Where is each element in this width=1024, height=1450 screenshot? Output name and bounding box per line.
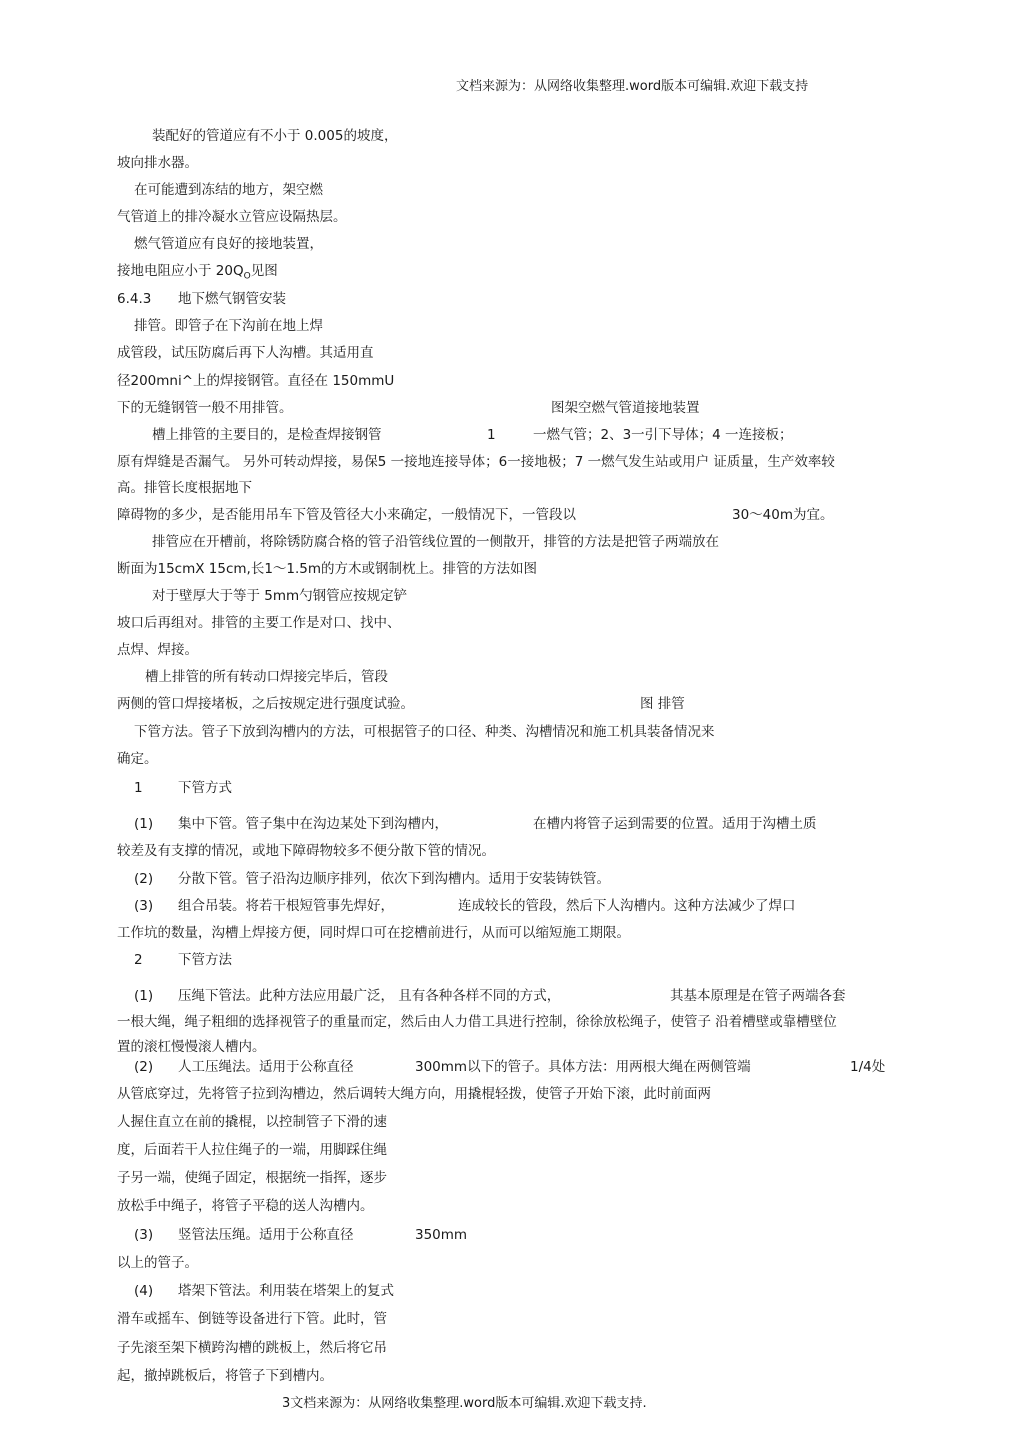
text-line: 在可能遭到冻结的地方，架空燃: [134, 182, 323, 198]
text-line: [117, 265, 278, 282]
text-fragment: 接地电阻应小于 20Q: [117, 263, 244, 279]
text-line: 断面为15cmX 15cm,长1～1.5m的方木或钢制枕上。排管的方法如图: [117, 561, 538, 577]
text-line: 原有焊缝是否漏气。 另外可转动焊接，易保5 一接地连接导体；6一接地极；7 一燃气发生站或用户 证质量，生产效率较: [117, 454, 835, 470]
text-line: 对于壁厚大于等于 5mm勺钢管应按规定铲: [152, 588, 408, 604]
text-fragment: 竖管法压绳。适用于公称直径: [178, 1227, 354, 1243]
text-line: 滑车或摇车、倒链等设备进行下管。此时，管: [117, 1311, 387, 1327]
text-line: 障碍物的多少，是否能用吊车下管及管径大小来确定，一般情况下，一管段以: [117, 507, 576, 523]
item-number: (2): [134, 871, 154, 887]
item-number: (1): [134, 816, 154, 832]
subsection-title: 下管方式: [178, 780, 232, 796]
text-line: 以上的管子。: [117, 1255, 198, 1271]
section-title: 地下燃气钢管安装: [178, 291, 286, 307]
text-line: 人握住直立在前的撬棍，以控制管子下滑的速: [117, 1114, 387, 1130]
text-fragment: 见图: [250, 263, 278, 279]
text-line: 气管道上的排冷凝水立管应设隔热层。: [117, 209, 347, 225]
text-line: 坡向排水器。: [117, 155, 198, 171]
text-line: 子另一端，使绳子固定，根据统一指挥，逐步: [117, 1170, 387, 1186]
text-line: 排管应在开槽前，将除锈防腐合格的管子沿管线位置的一侧散开，排管的方法是把管子两端放在: [152, 534, 719, 550]
text-line: 排管。即管子在下沟前在地上焊: [134, 318, 323, 334]
text-line: 成管段，试压防腐后再下人沟槽。其适用直: [117, 345, 374, 361]
text-line: 放松手中绳子，将管子平稳的送人沟槽内。: [117, 1198, 374, 1214]
text-fragment: 其基本原理是在管子两端各套: [670, 988, 846, 1004]
legend-number: 1: [487, 427, 496, 443]
text-line: 起，撤掉跳板后，将管子下到槽内。: [117, 1368, 333, 1384]
text-fragment: 1/4处: [850, 1059, 886, 1075]
item-number: (3): [134, 1227, 154, 1243]
subsection-title: 下管方法: [178, 952, 232, 968]
text-fragment: 30～40m为宜。: [732, 507, 834, 523]
figure-legend: 一燃气管；2、3一引下导体；4 一连接板；: [533, 427, 793, 443]
figure-caption: 图 排管: [640, 696, 685, 712]
text-line: 较差及有支撑的情况，或地下障碍物较多不便分散下管的情况。: [117, 843, 495, 859]
text-line: 工作坑的数量，沟槽上焊接方便，同时焊口可在挖槽前进行，从而可以缩短施工期限。: [117, 925, 630, 941]
text-fragment: 组合吊装。将若干根短管事先焊好，: [178, 898, 394, 914]
text-fragment: 350mm: [415, 1227, 468, 1243]
item-number: (1): [134, 988, 154, 1004]
text-line: 子先滚至架下横跨沟槽的跳板上，然后将它吊: [117, 1340, 387, 1356]
text-line: 置的滚杠慢慢滚人槽内。: [117, 1039, 266, 1055]
text-line: 从管底穿过，先将管子拉到沟槽边，然后调转大绳方向，用撬棍轻拨，使管子开始下滚，此时前面两: [117, 1086, 711, 1102]
text-fragment: 压绳下管法。此种方法应用最广泛， 且有各种各样不同的方式，: [178, 988, 561, 1004]
section-number: 6.4.3: [117, 291, 152, 307]
text-fragment: 300mm以下的管子。具体方法：用两根大绳在两侧管端: [415, 1059, 751, 1075]
subscript: O: [243, 271, 251, 282]
item-number: (4): [134, 1283, 154, 1299]
text-line: 两侧的管口焊接堵板，之后按规定进行强度试验。: [117, 696, 414, 712]
text-line: 径200mni^上的焊接钢管。直径在 150mmU: [117, 373, 395, 389]
text-line: 槽上排管的主要目的，是检查焊接钢管: [152, 427, 382, 443]
page-footer: 3文档来源为：从网络收集整理.word版本可编辑.欢迎下载支持.: [282, 1396, 647, 1411]
text-line: 坡口后再组对。排管的主要工作是对口、找中、: [117, 615, 401, 631]
text-fragment: 集中下管。管子集中在沟边某处下到沟槽内，: [178, 816, 448, 832]
text-line: 度，后面若干人拉住绳子的一端，用脚踩住绳: [117, 1142, 387, 1158]
subsection-number: 1: [134, 780, 143, 796]
item-number: (2): [134, 1059, 154, 1075]
text-line: 装配好的管道应有不小于 0.005的坡度，: [152, 128, 398, 144]
text-fragment: 塔架下管法。利用装在塔架上的复式: [178, 1283, 394, 1299]
text-fragment: 人工压绳法。适用于公称直径: [178, 1059, 354, 1075]
text-line: 确定。: [117, 751, 158, 767]
item-number: (3): [134, 898, 154, 914]
text-fragment: 连成较长的管段，然后下人沟槽内。这种方法减少了焊口: [458, 898, 796, 914]
text-line: 槽上排管的所有转动口焊接完毕后，管段: [145, 669, 388, 685]
text-line: 一根大绳，绳子粗细的选择视管子的重量而定，然后由人力借工具进行控制，徐徐放松绳子，使管子 沿着槽壁或靠槽壁位: [117, 1014, 837, 1030]
page-header: 文档来源为：从网络收集整理.word版本可编辑.欢迎下载支持: [456, 79, 809, 94]
text-line: 燃气管道应有良好的接地装置，: [134, 236, 323, 252]
text-line: 下管方法。管子下放到沟槽内的方法，可根据管子的口径、种类、沟槽情况和施工机具装备情况来: [134, 724, 715, 740]
text-line: 点焊、焊接。: [117, 642, 198, 658]
text-line: 下的无缝钢管一般不用排管。: [117, 400, 293, 416]
subsection-number: 2: [134, 952, 143, 968]
text-fragment: 在槽内将管子运到需要的位置。适用于沟槽土质: [533, 816, 817, 832]
text-line: 分散下管。管子沿沟边顺序排列，依次下到沟槽内。适用于安装铸铁管。: [178, 871, 610, 887]
figure-caption: 图架空燃气管道接地装置: [551, 400, 700, 416]
text-line: 高。排管长度根据地下: [117, 480, 252, 496]
